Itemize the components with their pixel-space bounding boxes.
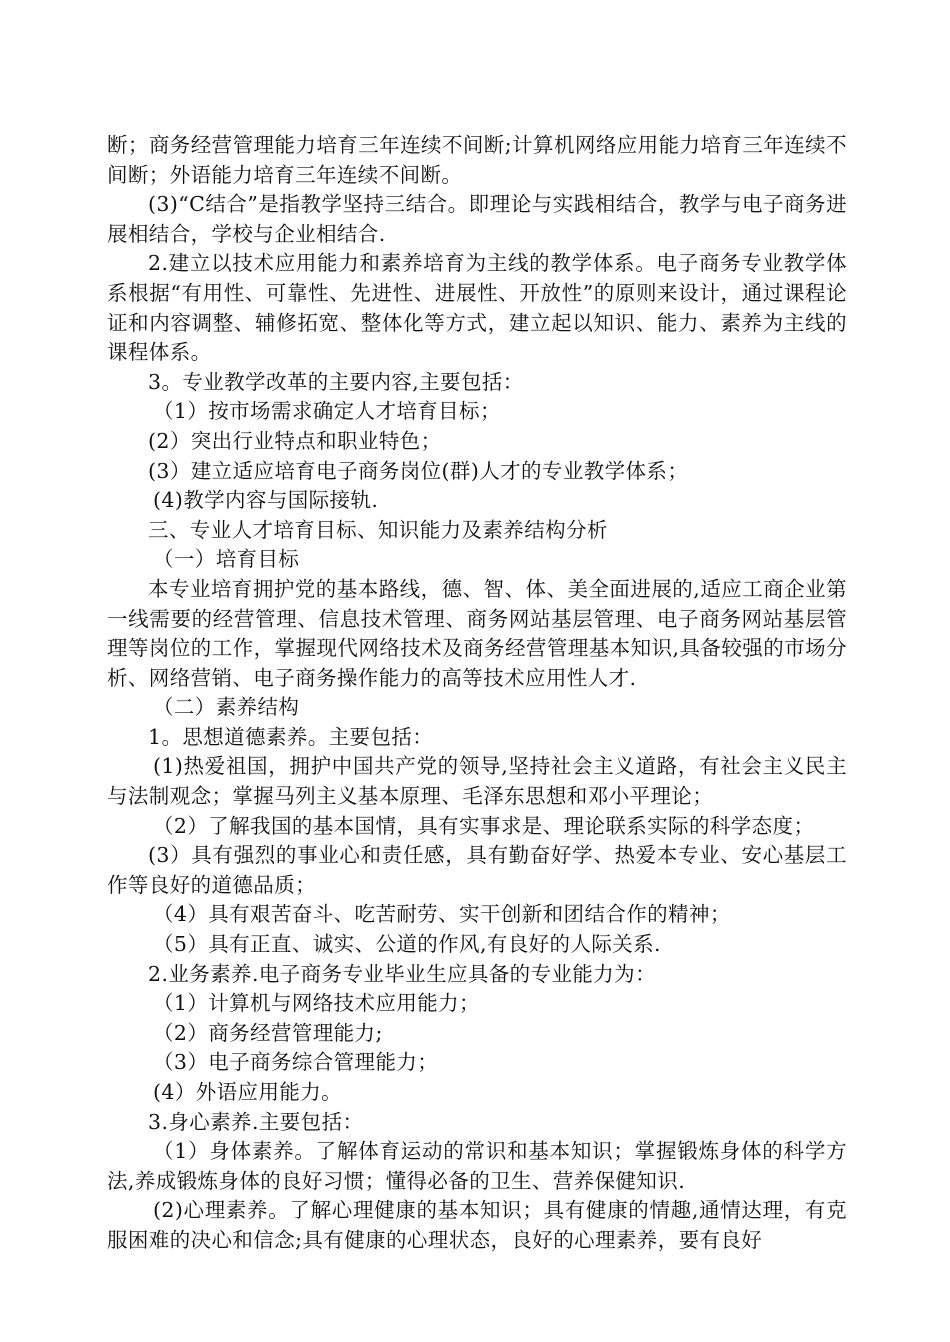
paragraph-moral-quality: 1。思想道德素养。主要包括： <box>148 724 434 749</box>
document-body <box>107 131 847 1256</box>
list-item: (1)热爱祖国，拥护中国共产党的领导,坚持社会主义道路，有社会主义民主与法制观念；掌握马列主义基本原理、毛泽东思想和邓小平理论； <box>107 754 847 809</box>
list-item: (2）突出行业特点和职业特色； <box>148 428 442 453</box>
paragraph-reform-content: 3。专业教学改革的主要内容,主要包括： <box>148 369 524 394</box>
list-item: （3）电子商务综合管理能力； <box>153 1050 439 1075</box>
list-item: (2)心理素养。了解心理健康的基本知识；具有健康的情趣,通情达理，有克服困难的决心和信念;具有健康的心理状态，良好的心理素养，要有良好 <box>107 1198 847 1252</box>
list-item: (3）建立适应培育电子商务岗位(群)人才的专业教学体系； <box>148 458 689 483</box>
list-item: （2）商务经营管理能力; <box>153 1020 383 1045</box>
list-item: （1）按市场需求确定人才培育目标； <box>153 399 501 424</box>
paragraph-physical-mental-quality: 3.身心素养.主要包括： <box>148 1109 364 1134</box>
list-item: (3）具有强烈的事业心和责任感，具有勤奋好学、热爱本专业、安心基层工作等良好的道德品质； <box>107 843 847 897</box>
list-item: （2）了解我国的基本国情，具有实事求是、理论联系实际的科学态度； <box>153 813 815 838</box>
section-heading: 三、专业人才培育目标、知识能力及素养结构分析 <box>148 517 608 542</box>
paragraph-professional-quality: 2.业务素养.电子商务专业毕业生应具备的专业能力为： <box>148 961 656 986</box>
subsection-heading: （一）培育目标 <box>153 547 300 572</box>
paragraph-training-goal: 本专业培育拥护党的基本路线，德、智、体、美全面进展的,适应工商企业第一线需要的经营管理、信息技术管理、商务网站基层管理、电子商务网站基层管理等岗位的工作，掌握现代网络技术及商务经营管理基本知识,具备较强的市场分析、网络营销、电子商务操作能力的高等技术应用性人才. <box>107 576 847 690</box>
list-item: (4）外语应用能力。 <box>153 1080 343 1104</box>
list-item: (4)教学内容与国际接轨. <box>153 488 379 513</box>
paragraph-teaching-system: 2.建立以技术应用能力和素养培育为主线的教学体系。电子商务专业教学体系根据“有用性、可靠性、先进性、进展性、开放性”的原则来设计，通过课程论证和内容调整、辅修拓宽、整体化等方式，建立起以知识、能力、素养为主线的课程体系。 <box>107 251 847 365</box>
list-item: （5）具有正直、诚实、公道的作风,有良好的人际关系. <box>153 932 661 957</box>
paragraph-c-combination: (3)“C结合”是指教学坚持三结合。即理论与实践相结合，教学与电子商务进展相结合，学校与企业相结合. <box>107 192 847 246</box>
list-item: （4）具有艰苦奋斗、吃苦耐劳、实干创新和团结合作的精神； <box>153 902 731 927</box>
subsection-heading: （二）素养结构 <box>153 695 300 720</box>
paragraph-continuation: 断；商务经营管理能力培育三年连续不间断;计算机网络应用能力培育三年连续不间断；外语能力培育三年连续不间断。 <box>107 133 847 187</box>
list-item: （1）身体素养。了解体育运动的常识和基本知识；掌握锻炼身体的科学方法,养成锻炼身体的良好习惯；懂得必备的卫生、营养保健知识. <box>107 1139 847 1193</box>
list-item: （1）计算机与网络技术应用能力； <box>153 991 480 1016</box>
